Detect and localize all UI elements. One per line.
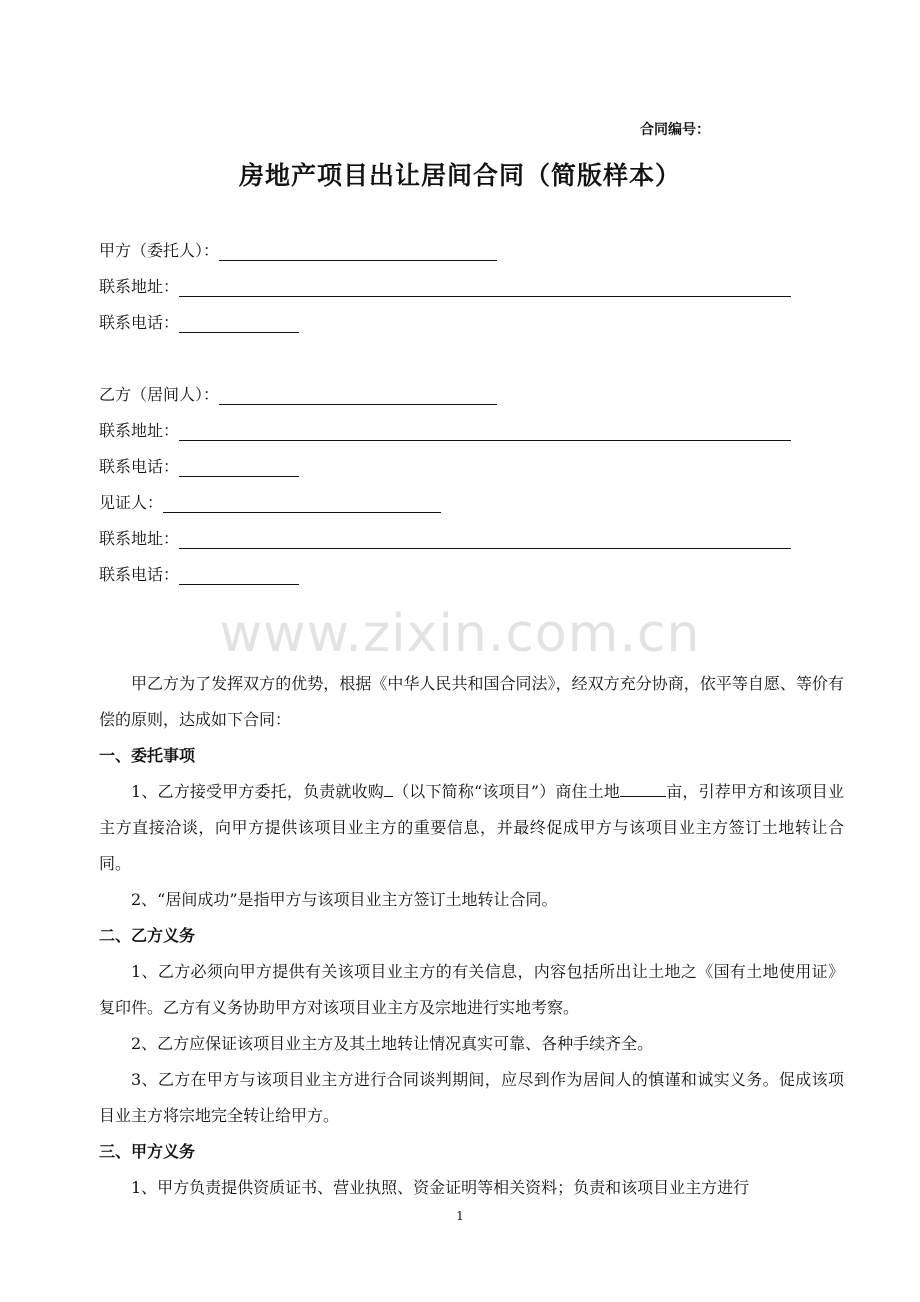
clause-text: （以下简称“该项目”）商住土地 xyxy=(392,782,621,801)
section-2-clause-3: 3、乙方在甲方与该项目业主方进行合同谈判期间，应尽到作为居间人的慎谨和诚实义务。促成该项目业主方将宗地完全转让给甲方。 xyxy=(99,1070,844,1125)
party-a-phone-label: 联系电话： xyxy=(99,313,180,332)
page-number: 1 xyxy=(456,1209,464,1223)
witness-address-blank xyxy=(179,530,791,549)
contract-body xyxy=(99,666,844,1206)
contract-number-label: 合同编号： xyxy=(640,122,710,138)
witness-phone-blank xyxy=(179,566,299,585)
witness-name-blank xyxy=(163,494,441,513)
party-a-address-field xyxy=(99,277,791,297)
party-b-address-label: 联系地址： xyxy=(99,421,180,440)
party-b-phone-label: 联系电话： xyxy=(99,457,180,476)
section-3-heading: 三、甲方义务 xyxy=(99,1142,196,1161)
section-1-clause-2: 2、“居间成功”是指甲方与该项目业主方签订土地转让合同。 xyxy=(131,890,558,909)
party-a-phone-blank xyxy=(179,314,299,333)
party-b-phone-blank xyxy=(179,458,299,477)
project-name-blank xyxy=(384,782,393,797)
section-3-clause-1: 1、甲方负责提供资质证书、营业执照、资金证明等相关资料；负责和该项目业主方进行 xyxy=(131,1178,750,1197)
party-a-name-field xyxy=(99,241,497,261)
party-a-name-blank xyxy=(219,242,497,261)
witness-phone-field xyxy=(99,565,299,585)
section-2-clause-2: 2、乙方应保证该项目业主方及其土地转让情况真实可靠、各种手续齐全。 xyxy=(131,1034,654,1053)
watermark: www.zixin.com.cn xyxy=(219,604,701,664)
party-b-name-label: 乙方（居间人）： xyxy=(99,385,220,404)
witness-name-field xyxy=(99,493,441,513)
party-b-name-blank xyxy=(219,386,497,405)
intro-paragraph: 甲乙方为了发挥双方的优势，根据《中华人民共和国合同法》，经双方充分协商，依平等自愿、等价有偿的原则，达成如下合同： xyxy=(99,674,844,729)
party-a-name-label: 甲方（委托人）： xyxy=(99,241,220,260)
section-1-clause-1 xyxy=(99,774,844,882)
page-title: 房地产项目出让居间合同（简版样本） xyxy=(238,161,681,190)
section-2-heading: 二、乙方义务 xyxy=(99,926,196,945)
section-1-heading: 一、委托事项 xyxy=(99,746,196,765)
clause-text: 1、乙方接受甲方委托，负责就收购 xyxy=(131,782,384,801)
party-b-address-blank xyxy=(179,422,791,441)
witness-address-field xyxy=(99,529,791,549)
party-a-address-label: 联系地址： xyxy=(99,277,180,296)
witness-name-label: 见证人： xyxy=(99,493,164,512)
party-b-address-field xyxy=(99,421,791,441)
clause-text: 亩，引荐甲方和该项目业主方直接洽谈，向甲方提供该项目业主方的重要信息，并最终促成甲方与该项目业主方签订土地转让合同。 xyxy=(99,782,844,873)
witness-address-label: 联系地址： xyxy=(99,529,180,548)
party-b-phone-field xyxy=(99,457,299,477)
section-2-clause-1: 1、乙方必须向甲方提供有关该项目业主方的有关信息，内容包括所出让土地之《国有土地使用证》复印件。乙方有义务协助甲方对该项目业主方及宗地进行实地考察。 xyxy=(99,962,844,1017)
party-a-phone-field xyxy=(99,313,299,333)
party-b-name-field xyxy=(99,385,497,405)
party-a-address-blank xyxy=(179,278,791,297)
witness-phone-label: 联系电话： xyxy=(99,565,180,584)
land-area-blank xyxy=(620,782,666,797)
